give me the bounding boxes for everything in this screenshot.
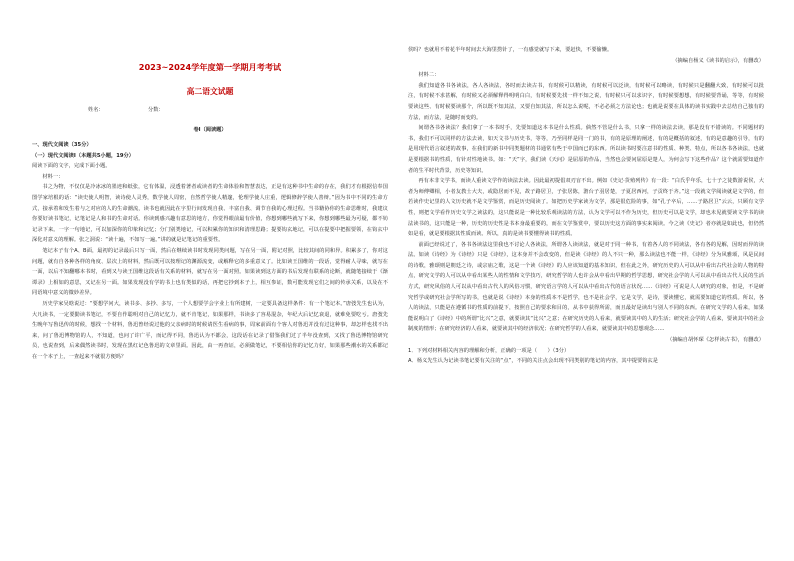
paragraph: 间谓各书各读法？我们拿了一本书时手，先要知道这本书是什么性质。倘然不管是什么书，只拿一样的读法去读，那是没有不错读的。不同题材的书，我们不可以同样的方法去读，如天文书与历史书，等等，乃至同样是同一门的书，有的是原理的阐述，有的是概括的叙述，有的是意趣的引导，有的是用现代语言叙述的故事，在我们的新书中同类题材的书通常有些于中国而已的东西。所以读书时要注意书的性质、种类、特点，所以各书各读法，也就是要根据书的性质，有针对性地读书。如：“天”字，我们读《天问》是屈原的作品，当然也会要问屈原是楚人，为何会写下这些作品？这个就需要知道作者的生平时代背景，历史等知识。 <box>408 125 764 174</box>
name-label: 姓名： <box>88 107 104 113</box>
paragraph: 历史学家吴晗说过：“要想学问大，读书多、多抄、多写，一个人想要学会字业上有所建树，一定要具备这样条件：有一个笔记本。”唐弢先生也认为，大凡读书，一定要勤读书笔记，不要自作聪明对自己的记忆力，就不肯笔记，如果那样，书读多了容易混杂，年纪大后记忆衰退，就难免要吃亏。唐弢先生晚年写鲁迅传的时候，想找一个材料，鲁迅曾经说过他的父亲病时的时候请医生看病的事，周家前面有个客人对鲁迅并没有过这种事，却怎样也找不出来，问了鲁迅博物馆的人，不知道，也问了许广平，而记得不同，鲁迅认为不都会，这段话在记录了借鉴我们过了半年没查到，又找了鲁迅博物馆研究员，也说查到，后来偶然读书时，发现在黑红记色鲁迅的文章里面。因此，由一再查证，必须做笔记，不要相信你的记忆力好，如果那些潮水的关系都记在一个本子上，一查起来不就很方便吗？ <box>32 300 388 360</box>
material-label: 材料一： <box>42 173 64 180</box>
question-stem: 1．下列对材料相关内容的理解和分析，正确的一项是（ ）（3分） <box>408 347 570 354</box>
score-field[interactable] <box>169 106 209 112</box>
paragraph: 书之为物，不仅仅是冷冰冰的墨迹和纸张，它有体温，浸透着著者或读者的生命体验和智慧表达，正是有这种书中生命的存在，我们才有根据信奉国图学家培根的话：“读史使人明智，读诗使人灵秀，数学使人周密，自然哲学使人精邃，伦理学使人庄重，逻辑修辞学使人善辩。”因为书中不同的生命方式，接承着和发生着与之对应的人的生命潮流，读书也就因此在字里行间发现自我、丰富自我、调节自我的心理过程。当书籍协你的生命思维时，我建议你要好读书笔记，记笔记是人和书的生命对话。你读到感兴趣有意思的地方，你觉得眼前最有价值，你想到哪些就写下来，你想到哪些最为可疑，都不妨记录下来。一字一句地记，可以加深你的印象和记忆；分门别类地记，可以积累你的知识和清理思路；提要钩玄地记，可以在提要中把握要领，在钩玄中深化对意义的理解。张之洞说：“读十遍，不如写一遍。”讲的就是记笔记的重要性。 <box>32 184 388 244</box>
exam-title: 2023~2024学年度第一学期月考考试 <box>138 62 282 72</box>
subject-title: 高二语文试题 <box>186 87 234 96</box>
score-label: 分数： <box>148 107 164 113</box>
question-option-a[interactable]: A．杨义先生认为记读书笔记要有关注的“点”，不同的关注点会出现不同类别的笔记的内容，其中提要钩玄是 <box>408 358 658 365</box>
material-label: 材料二： <box>418 72 440 79</box>
instruction-text: 阅读下面的文字，完成下面小题。 <box>32 163 111 170</box>
paragraph: 笔记本子有个A、B面，最初的记录最后只写一面，然后在继续读书时发现同类问题，写在另一面，附记对照，比较其间的同和异。积累多了，你对这问题，就有自各种各样的角度、层次上的材料，然后既可以按理记的渊源流变，或解释它的多重意义了。比如读王国维的一段话，觉得耐人寻味，就写在一面，以后不知翻哪本书时，看到又与读王国维这段话有关系的材料，就写在另一面对照。如果读到这方面的书后发现有联系的论断，就随笔接续于《渐谭录》上相如的意思，又记在另一面。如果发现没有学的书上也有类似的话，再把它抄到本子上，相互参证，数可能发现它们之间的传承关系，以及在不同语境中意义的微妙差异。 <box>32 247 388 297</box>
paragraph: 我们知道各书各读法，各人各读法，各时而去读古书，有时候可以精读，有时候可以泛读，有时候可以略读，有时候只是翻翻大致，有时候可以批注，有时候不求甚解，有时候又必须解释得明明白白，有时候要先找一样不知之说，有时候只可以求识字，有时候要想想，有时候要背诵，等等，有时候要读这些、有时候要读那个，所以既不知其法，又要自知其法，所以怎么说呢，不必必须之方法论也；也就是说要在具体的读书实践中去总结自己独有的方法，而方法，是随时而变的。 <box>408 82 764 121</box>
section-heading: 一、现代文阅读（35分） <box>32 142 92 148</box>
source-note: （摘编自杨义《读书的启示》，有删改） <box>672 57 764 64</box>
source-note: （摘编自胡怀琛《怎样读古书》，有删改） <box>667 337 764 344</box>
volume-heading: 卷Ⅰ（阅读题） <box>193 127 227 133</box>
paragraph: 再有本非文学书，而读人重读文学作的读法去读。因此最初提倡双刃盲不出。例如《史记·货殖列传》有一段：“白氏乎年乐，七十子之徒数游说侯，大者为师傅卿相，小者友教士大夫，或隐居而不见，故子路居卫，子张居陈，澹台子羽居楚，子夏居西河，子贡终于齐。”这一段就文学阅读就是文学的，但若读作史记里的人文历史就不是文学鉴赏，而是历史阅读了。如把历史学家读为文学，那是很危险的事，如“孔子卒后，……子路居卫”云云，只顾有文学性，则把文学看作历史文学之读法的，这只能说是一种比较乐观读法的方法，认为文学可以不作为历史，但历史可以是文学，却也未见就要读文学书的读法读书的，这只能是一种，历史的历史性是书本身最重要的，而在文学鉴赏中，要以历史这方面的事实来阅读。今之读《史记》者亦就是如此也，但仍然如是看，就是要根据其性质而读。所以，真的是读书要懂得读书的性质。 <box>408 178 764 238</box>
paragraph: 前面已经说过了，各书各读法这里我也不讨论人各读法，所谓各人读读法，就是对于同一种书，有着各人的不同读法，各有各的见解，因时而异的读法。如读《诗经》为《诗经》只是《诗经》，这本身并不会改变的，但是读《诗经》的人不只一种，那么读法也不能一样，《诗经》分为风雅颂，风是民间的诗歌，雅颂则是朝廷之诗，或宗庙之歌，这是一个读《诗经》的人应该知道的基本知识，但在此之外，研究历史的人可以从中看出古代社会的人物的特点，研究文学的人可以从中看出某些人的性情和文学技巧，研究哲学的人也许会从中看出早期的哲学思想，研究社会学的人可以从中看出古代人民的生活方式，研究风俗的人可以从中看出古代人的风俗习惯，研究语言学的人可以从中看出古代的语言状况……《诗经》可说是人人研究的对象，但是，不是研究哲学或研究社会学所写的书，也就是说《诗经》本身的性质本不是哲学，也不是社会学，它是文学，是诗，要读懂它，就需要知道它的性质。所以，各人的读法，只能是在遵循书的性质的前提下，按照自己的要求和目的，从书中获得所需，而且最好是读出与别人不同的东西。在研究文学的人看来，如果能说明白了《诗经》中的所谓“比兴”之意，就要读其“比兴”之意；在研究历史的人看来，就要读其中的人的生活；研究社会学的人看来，要读其中的社会制度的情形；在研究经济的人看来，就要读其中的经济状况；在研究哲学的人看来，就要读其中的思想观念…… <box>408 241 764 333</box>
paragraph: 侯吗？也就用不着花半年时间去大海里捞针了，一有感觉就写下来，要赶快，不要偷懒。 <box>408 47 613 53</box>
subsection-heading: （一）现代文阅读Ⅰ（本题共5小题，19分） <box>32 152 134 159</box>
